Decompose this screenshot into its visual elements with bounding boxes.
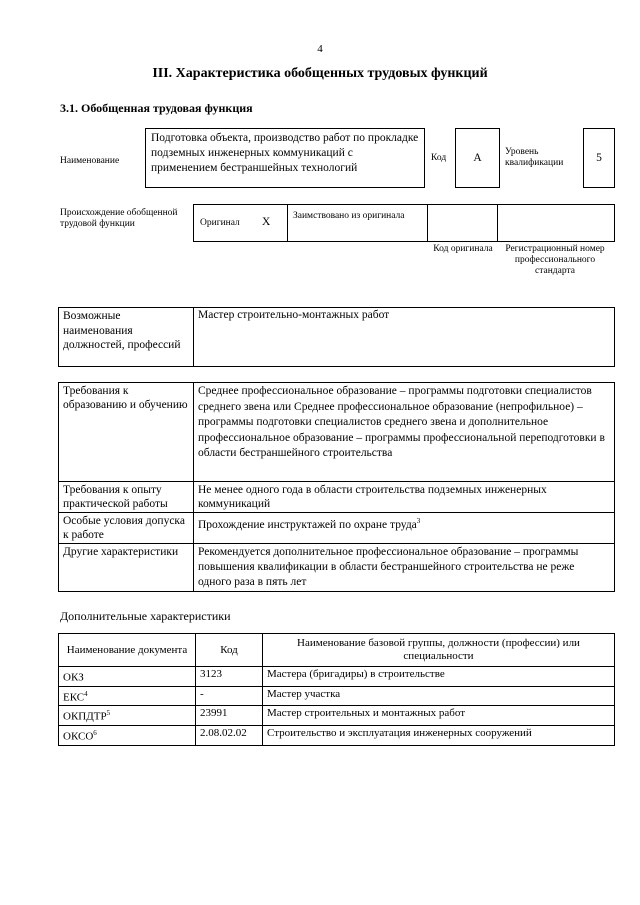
table-row — [59, 686, 615, 706]
table-row — [59, 706, 615, 726]
positions-label: Возможные наименования должностей, профессий — [59, 308, 194, 367]
code-cell: - — [196, 686, 263, 706]
column-header: Наименование документа — [59, 634, 196, 667]
additional-table — [58, 633, 615, 746]
table-row — [59, 383, 615, 482]
additional-title: Дополнительные характеристики — [60, 609, 231, 623]
requirement-value-cell — [194, 513, 615, 544]
table-row — [59, 725, 615, 745]
level-value: 5 — [583, 128, 615, 188]
requirement-value: Среднее профессиональное образование – программы подготовки специалистов среднего звена или Среднее профессиональное образование (непрофильное) – программы подготовки специалистов среднего звена и дополнительное профессиональное образование – программы профессиональной переподготовки в области бестраншейного строительства — [194, 383, 615, 482]
name-cell: Строительство и эксплуатация инженерных сооружений — [263, 725, 615, 745]
name-cell: Мастер участка — [263, 686, 615, 706]
requirements-table — [58, 382, 615, 592]
table-header-row — [59, 634, 615, 667]
column-header: Код — [196, 634, 263, 667]
requirement-value: Прохождение инструктажей по охране труда — [198, 518, 417, 531]
level-label: Уровень квалификации — [505, 147, 564, 168]
code-caption: Код оригинала — [433, 244, 493, 254]
doc-name: ОКПДТР — [63, 710, 107, 723]
footnote-ref: 4 — [84, 689, 88, 698]
code-cell: 23991 — [196, 706, 263, 726]
origin-box — [193, 204, 615, 242]
requirement-value: Рекомендуется дополнительное профессиональное образование – программы повышения квалификации в области бестраншейного строительства не реже одного раза в пять лет — [194, 544, 615, 592]
section-title: III. Характеристика обобщенных трудовых функций — [152, 66, 488, 81]
table-row — [59, 513, 615, 544]
origin-divider — [287, 204, 288, 242]
requirement-label: Требования к опыту практической работы — [59, 482, 194, 513]
origin-label: Происхождение обобщенной трудовой функции — [60, 208, 178, 229]
requirement-label: Особые условия допуска к работе — [59, 513, 194, 544]
code-cell: 3123 — [196, 667, 263, 687]
column-header: Наименование базовой группы, должности (профессии) или специальности — [263, 634, 615, 667]
table-row — [59, 482, 615, 513]
doc-name: ОКСО — [63, 730, 94, 743]
code-label: Код — [431, 153, 447, 163]
original-mark: X — [262, 216, 271, 228]
doc-name: ЕКС — [63, 691, 85, 704]
doc-cell — [59, 686, 196, 706]
requirement-label: Требования к образованию и обучению — [59, 383, 194, 482]
origin-divider — [497, 204, 498, 242]
page-number: 4 — [317, 43, 323, 55]
positions-value: Мастер строительно-монтажных работ — [194, 308, 615, 367]
borrowed-label: Заимствовано из оригинала — [293, 211, 405, 221]
name-cell: Мастер строительных и монтажных работ — [263, 706, 615, 726]
table-row — [59, 544, 615, 592]
doc-cell — [59, 725, 196, 745]
name-cell: Мастера (бригадиры) в строительстве — [263, 667, 615, 687]
reg-caption: Регистрационный номер профессионального стандарта — [505, 244, 605, 276]
footnote-ref: 5 — [106, 709, 111, 718]
doc-name: ОКЗ — [63, 671, 84, 684]
footnote-ref: 3 — [416, 517, 421, 525]
positions-table — [58, 307, 615, 367]
name-label: Наименование — [60, 156, 120, 166]
name-value: Подготовка объекта, производство работ по прокладке подземных инженерных коммуникаций с применением бестраншейных технологий — [145, 128, 425, 188]
subsection-title: 3.1. Обобщенная трудовая функция — [60, 101, 253, 115]
code-value: А — [455, 128, 500, 188]
requirement-value: Не менее одного года в области строительства подземных инженерных коммуникаций — [194, 482, 615, 513]
original-label: Оригинал — [200, 218, 240, 228]
table-row — [59, 667, 615, 687]
doc-cell — [59, 667, 196, 687]
doc-cell — [59, 706, 196, 726]
footnote-ref: 6 — [93, 728, 97, 737]
origin-divider — [427, 204, 428, 242]
requirement-label: Другие характеристики — [59, 544, 194, 592]
code-cell: 2.08.02.02 — [196, 725, 263, 745]
